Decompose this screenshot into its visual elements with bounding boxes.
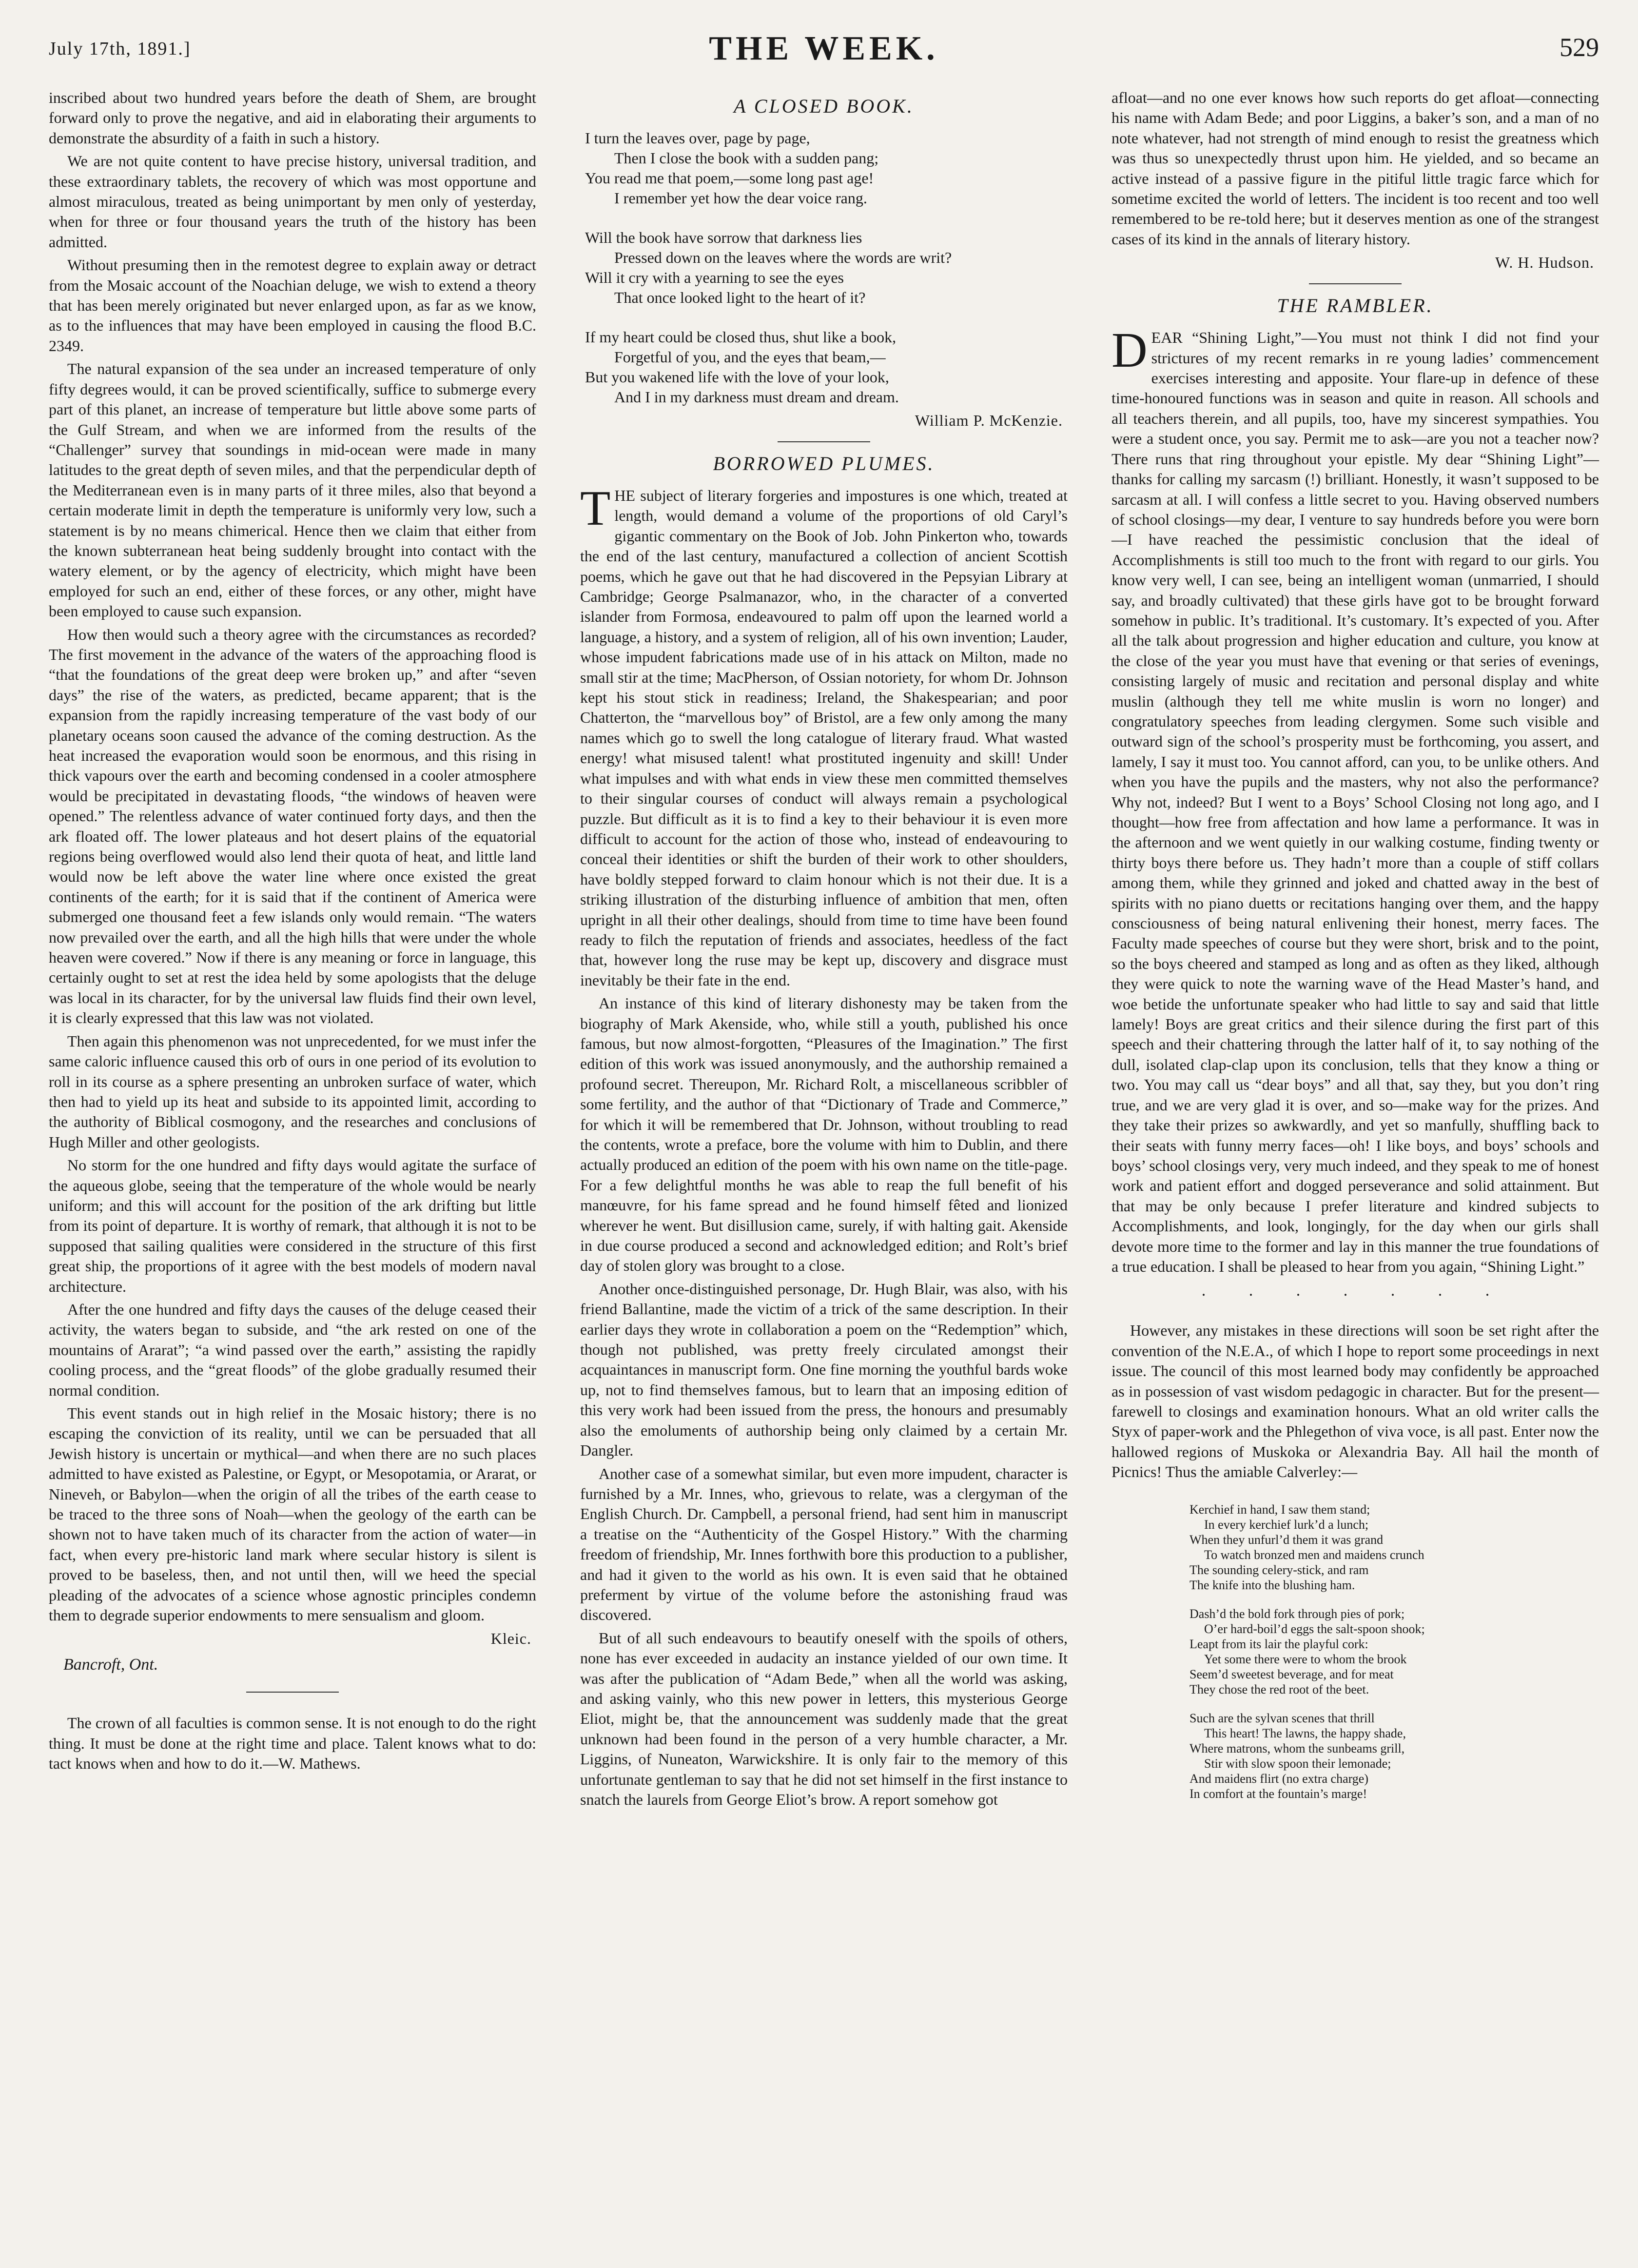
- article-paragraph: Another once-distinguished personage, Dr. Hugh Blair, was also, with his friend Ballantine, made the victim of a trick of the same description. In their earlier days they wrote in collaboration a poem on the “Redemption” which, though not published, was pretty freely circulated amongst their acquaintances in manuscript form. One fine morning the youthful bards woke up, not to find themselves famous, but to learn that an imposing edition of this very work had been issued from the press, the honours and presumably also the emoluments of authorship being only claimed by a certain Mr. Dangler.: [580, 1280, 1068, 1459]
- article-paragraph: afloat—and no one ever knows how such reports do get afloat—connecting his name with Adam Bede; and poor Liggins, a baker’s son, and a man of no note whatever, had not strength of mind enough to resist the greatness which was thus so unexpectedly thrust upon him. He yielded, and so became an active instead of a passive figure in the pitiful little tragic farce which for sometime excited the world of letters. The incident is too recent and too well remembered to be re-told here; but it deserves mention as one of the strangest cases of its kind in the annals of literary history.: [1112, 89, 1599, 248]
- section-divider: [778, 441, 870, 442]
- poem-line: I turn the leaves over, page by page,: [585, 129, 810, 147]
- drop-cap: D: [1112, 323, 1148, 378]
- poem-line: And maidens flirt (no extra charge): [1190, 1771, 1368, 1786]
- author-signature: W. H. Hudson.: [1495, 254, 1594, 272]
- article-title: BORROWED PLUMES.: [713, 453, 935, 474]
- article-paragraph: Without presuming then in the remotest degree to explain away or detract from the Mosaic account of the Noachian deluge, we wish to extend a theory that has been merely originated but never enlarged upon, as far as we know, as to the influences that may have been employed in causing the flood B.C. 2349.: [49, 256, 536, 355]
- poem-title: A CLOSED BOOK.: [734, 95, 914, 117]
- poem-line: Seem’d sweetest beverage, and for meat: [1190, 1667, 1394, 1681]
- newspaper-page: [49, 29, 1599, 2253]
- poem-line: Such are the sylvan scenes that thrill: [1190, 1711, 1375, 1725]
- poem-line: Leapt from its lair the playful cork:: [1190, 1637, 1368, 1651]
- poem-calverley: [1190, 1502, 1599, 1801]
- author-signature: Kleic.: [490, 1630, 531, 1648]
- poem-line: O’er hard-boil’d eggs the salt-spoon shook;: [1204, 1621, 1425, 1636]
- section-divider: [246, 1692, 339, 1693]
- article-paragraph: An instance of this kind of literary dishonesty may be taken from the biography of Mark Akenside, who, while still a youth, published his once famous, but now almost-forgotten, “Pleasures of the Imagination.” The first edition of this work was issued anonymously, and the authorship remained a profound secret. Thereupon, Mr. Richard Rolt, a miscellaneous scribbler of some fertility, and the author of that “Dictionary of Trade and Commerce,” for which it will be remembered that Dr. Johnson, without troubling to read the contents, wrote a preface, bore the volume with him to Dublin, and there actually produced an edition of the poem with his own name on the title-page. For a few delightful months he was able to reap the full benefit of his manœuvre, for his fame spread and he found himself fêted and lionized wherever he went. But disillusion came, surely, if with halting gait. Akenside in due course produced a second and acknowledged edition; and Rolt’s brief day of stolen glory was brought to a close.: [580, 994, 1068, 1275]
- poem-line: Stir with slow spoon their lemonade;: [1204, 1756, 1391, 1771]
- article-paragraph: [580, 481, 1068, 990]
- poem-stanza: [1190, 1606, 1599, 1697]
- poem-line: The knife into the blushing ham.: [1190, 1578, 1355, 1592]
- closing-quote: The crown of all faculties is common sense. It is not enough to do the right thing. It must be done at the right time and place. Talent knows what to do: tact knows when and how to do it.—W. Mathews.: [49, 1714, 536, 1773]
- column-middle: [580, 88, 1068, 1813]
- article-paragraph: Then again this phenomenon was not unprecedented, for we must infer the same caloric influence caused this orb of ours in one period of its evolution to roll in its course as a sphere presenting an unbroken surface of water, which then had to yield up its heat and subside to its appointed limit, according to the authority of Biblical cosmogony, and the researches and conclusions of Hugh Miller and other geologists.: [49, 1032, 536, 1151]
- article-paragraph: The natural expansion of the sea under an increased temperature of only fifty degrees would, it can be proved scientifically, suffice to submerge every part of this planet, an increase of temperature but little above some parts of the Gulf Stream, and when we are informed from the results of the “Challenger” survey that soundings in mid-ocean were made in many latitudes to the great depth of seven miles, and that the perpendicular depth of the Mediterranean even is in many parts of it three miles, also that beyond a certain moderate limit in depth the temperature is uniformly very low, such a statement is by no means chimerical. Hence then we claim that either from the known subterranean heat being suddenly brought into contact with the watery element, or by the agency of electricity, which might have been employed for such an end, either of these forces, or any other, might have been employed to cause such expansion.: [49, 360, 536, 620]
- poem-line: Will it cry with a yearning to see the eyes: [585, 269, 844, 286]
- article-paragraph: After the one hundred and fifty days the causes of the deluge ceased their activity, the waters began to subside, and “the ark rested on one of the mountains of Ararat”; “a wind passed over the earth,” assisting the rapidly cooling process, and the “great floods” of the globe gradually resumed their normal condition.: [49, 1300, 536, 1399]
- column-title: THE RAMBLER.: [1277, 295, 1434, 317]
- article-paragraph: Another case of a somewhat similar, but even more impudent, character is furnished by a Mr. Innes, who, grievous to relate, was a clergyman of the English Church. Dr. Campbell, a personal friend, had sent him in manuscript a treatise on the “Authenticity of the Gospel History.” With the charming freedom of friendship, Mr. Innes forthwith bore this production to a publisher, and had it given to the world as his own. It is even said that he obtained preferment by virtue of the volume before the astonishing fraud was discovered.: [580, 1464, 1068, 1624]
- masthead: THE WEEK.: [709, 30, 939, 67]
- column-right: [1112, 88, 1599, 1815]
- poem-line: If my heart could be closed thus, shut like a book,: [585, 328, 897, 346]
- article-paragraph: How then would such a theory agree with the circumstances as recorded? The first movement in the advance of the waters of the approaching flood is “that the foundations of the great deep were broken up,” and after “seven days” the rise of the waters, as predicted, became apparent; that is the expansion from the rapidly increasing temperature of the vast body of our planetary oceans soon caused the advance of the coming destruction. As the heat increased the evaporation would soon be enormous, and this rising in thick vapours over the earth and becoming condensed in a cooler atmosphere would be precipitated in devastating floods, “the windows of heaven were opened.” The relentless advance of water continued forty days, and then the ark floated off. The lower plateaus and hot desert plains of the equatorial regions being overflowed would also lend their quota of heat, and little land would now be left above the water line where once existed the great continents of the earth; for it is said that if the continent of America were submerged one thousand feet a few islands only would remain. “The waters now prevailed over the earth, and all the high hills that were under the whole heaven were covered.” Now if there is any meaning or force in language, this certainly ought to set at rest the idea held by some apologists that the deluge was local in its character, for by the universal law fluids find their own level, it is clearly expressed that this law was not violated.: [49, 625, 536, 1027]
- drop-cap: T: [580, 481, 611, 536]
- article-paragraph: No storm for the one hundred and fifty days would agitate the surface of the aqueous globe, seeing that the temperature of the whole would be nearly uniform; and this will account for the position of the ark drifting but little from its point of departure. It is worthy of remark, that although it is not to be supposed that sailing qualities were considered in the structure of this first great ship, the proportions of it agree with the best models of modern naval architecture.: [49, 1156, 536, 1295]
- section-divider: [1309, 283, 1402, 284]
- poem-stanza: [1190, 1502, 1599, 1593]
- article-paragraph: This event stands out in high relief in the Mosaic history; there is no escaping the conviction of its reality, until we can be persuaded that all Jewish history is uncertain or mythical—and when there are no such places admitted to have existed as Palestine, or Egypt, or Mesopotamia, or Ararat, or Nineveh, or Babylon—when the origin of all the tribes of the earth cease to be traced to the three sons of Noah—when the geology of the earth can be shown not to have taken much of its character from the action of water—in fact, when every pre-historic land mark where secular history is silent is proved to be baseless, then, and not until then, will we heed the special pleading of the advocates of a science whose agnostic principles condemn them to degrade superior endowments to mere sensualism and gloom.: [49, 1404, 536, 1624]
- poem-stanza: [585, 228, 1068, 308]
- issue-date: July 17th, 1891.]: [49, 39, 191, 59]
- section-break-dots: . . . . . . .: [1201, 1282, 1509, 1300]
- poem-line: Yet some there were to whom the brook: [1204, 1652, 1407, 1666]
- poem-line: You read me that poem,—some long past age!: [585, 169, 874, 187]
- poem-stanza: [1190, 1711, 1599, 1801]
- poem-signature: William P. McKenzie.: [915, 412, 1063, 429]
- poem-line: That once looked light to the heart of it?: [614, 289, 866, 306]
- poem-line: Dash’d the bold fork through pies of pork;: [1190, 1606, 1405, 1621]
- article-paragraph: But of all such endeavours to beautify oneself with the spoils of others, none has ever exceeded in audacity an instance yielded of our own time. It was after the publication of “Adam Bede,” when all the world was asking, and asking vainly, who this new power in letters, this mysterious George Eliot, might be, that the announcement was suddenly made that the great unknown had been found in the person of a very humble character, a Mr. Liggins, of Nuneaton, Warwickshire. It is only fair to the memory of this unfortunate gentleman to say that he did not set himself in the first instance to snatch the laurels from George Eliot’s brow. A report somehow got: [580, 1629, 1068, 1808]
- article-text: EAR “Shining Light,”—You must not think I did not find your strictures of my recent remarks in re young ladies’ commencement exercises interesting and apposite. Your flare-up in defence of these time-honoured functions was in season and quite in reason. All schools and all teachers therein, and all pupils, too, have my sincerest sympathies. You were a student once, you say. Permit me to ask—are you not a teacher now? There runs that ring throughout your epistle. My dear “Shining Light”—thanks for calling my sarcasm (!) brilliant. Honestly, it wasn’t supposed to be sarcasm at all. I will confess a little secret to you. Having observed numbers of school closings—my dear, I venture to say hundreds before you were born—I have reached the pessimistic conclusion that the ideal of Accomplishments is still too much to the front with regard to our girls. You know very well, I can see, being an intelligent woman (unmarried, I should say, and broadly cultivated) that these girls have got to be brought forward somehow in public. It’s traditional. It’s customary. It’s expected of you. After all the talk about progression and higher education and culture, you know at the close of the year you must have that evening or that series of evenings, consisting largely of music and recitation and personal display and white muslin (although they tell me white muslin is worn no longer) and congratulatory speeches from leading clergymen. Some such visible and outward sign of the school’s prosperity must be forthcoming, you assert, and lamely, I say it must too. You cannot afford, can you, to be unlike others. And when you have the pupils and the masters, why not also the performance? Why not, indeed? But I went to a Boys’ School Closing not long ago, and I thought—how free from affectation and how lame a performance. It was in the afternoon and we went quietly in our walking costume, finding twenty or thirty boys there before us. They hadn’t more than a couple of stiff collars among them, while they grinned and joked and chatted away in the best of spirits with no piano duetts or recitations hanging over them, and the happy consciousness of being natural enlivening their honest, merry faces. The Faculty made speeches of course but they were short, brisk and to the point, so the boys cheered and stamped as long and as often as they liked, although they were quick to note the warning wave of the Head Master’s hand, and woe betide the unfortunate speaker who had little to say and said that little lamely! Boys are great critics and their silence during the first part of this speech and their chattering through the latter half of it, to say nothing of the dull, isolated clap-clap upon its conclusion, tells that they know a thing or two. You may call us “dear boys” and all that, say they, but you don’t ring true, and we are very glad it is over, and so—make way for the prizes. And they take their prizes so awkwardly, and yet so manfully, shuffling back to their seats with funny merry faces—oh! I like boys, and boys’ schools and boys’ school closings very, very much indeed, and they speak to me of honest work and patient effort and dogged perseverance and solid attainment. But that may be only because I prefer literature and kindred subjects to Accomplishments, and look, longingly, for the day when our girls shall devote more time to the former and lay in this manner the true foundations of a true education. I shall be pleased to hear from you again, “Shining Light.”: [1112, 329, 1599, 1275]
- poem-stanza: [585, 128, 1068, 208]
- poem-line: They chose the red root of the beet.: [1190, 1682, 1369, 1696]
- poem-line: When they unfurl’d them it was grand: [1190, 1532, 1384, 1547]
- poem-line: And I in my darkness must dream and dream.: [614, 388, 899, 406]
- poem-line: Kerchief in hand, I saw them stand;: [1190, 1502, 1370, 1517]
- poem-stanza: [585, 327, 1068, 407]
- article-paragraph: inscribed about two hundred years before the death of Shem, are brought forward only to prove the negative, and aid in elaborating their arguments to demonstrate the absurdity of a faith in such a history.: [49, 89, 536, 147]
- article-paragraph: [1112, 323, 1599, 1277]
- poem-line: Pressed down on the leaves where the words are writ?: [614, 249, 952, 266]
- poem-line: Forgetful of you, and the eyes that beam,—: [614, 348, 886, 366]
- poem-line: I remember yet how the dear voice rang.: [614, 189, 867, 207]
- dateline-place: Bancroft, Ont.: [63, 1656, 158, 1674]
- article-paragraph: However, any mistakes in these directions will soon be set right after the convention of the N.E.A., of which I hope to report some proceedings in next issue. The council of this most learned body may confidently be approached as in possession of vast wisdom pedagogic in character. But for the present—farewell to closings and examination honours. What an old writer calls the Styx of paper-work and the Phlegethon of viva voce, is all past. Enter now the hallowed regions of Muskoka or Alexandria Bay. All hail the month of Picnics! Thus the amiable Calverley:—: [1112, 1321, 1599, 1481]
- poem-closed-book: [585, 128, 1068, 407]
- poem-line: The sounding celery-stick, and ram: [1190, 1562, 1369, 1577]
- poem-line: In comfort at the fountain’s marge!: [1190, 1786, 1367, 1801]
- page-number: 529: [1560, 33, 1599, 62]
- poem-line: Then I close the book with a sudden pang;: [614, 149, 879, 167]
- poem-line: Where matrons, whom the sunbeams grill,: [1190, 1741, 1405, 1755]
- article-paragraph: We are not quite content to have precise history, universal tradition, and these extraordinary tablets, the recovery of which was most opportune and almost miraculous, treated as being unimportant by men only of yesterday, when for three or four thousand years the truth of the history has been admitted.: [49, 152, 536, 251]
- poem-line: To watch bronzed men and maidens crunch: [1204, 1547, 1424, 1562]
- poem-line: This heart! The lawns, the happy shade,: [1204, 1726, 1406, 1740]
- column-left: [49, 88, 536, 1777]
- poem-line: Will the book have sorrow that darkness lies: [585, 229, 862, 246]
- poem-line: In every kerchief lurk’d a lunch;: [1204, 1517, 1369, 1532]
- poem-line: But you wakened life with the love of your look,: [585, 368, 889, 386]
- article-text: HE subject of literary forgeries and impostures is one which, treated at length, would demand a volume of the proportions of old Caryl’s gigantic commentary on the Book of Job. John Pinkerton who, towards the end of the last century, manufactured a collection of ancient Scottish poems, which he gave out that he had discovered in the Pepsyian Library at Cambridge; George Psalmanazor, who, in the character of a converted islander from Formosa, endeavoured to palm off upon the learned world a language, a history, and a system of religion, all of his own invention; Lauder, whose impudent fabrications made use of in his attack on Milton, made no small stir at the time; MacPherson, of Ossian notoriety, for whom Dr. Johnson kept his stout stick in readiness; Ireland, the Shakespearian; and poor Chatterton, the “marvellous boy” of Bristol, are a few only among the many names which go to swell the long catalogue of literary fraud. What wasted energy! what misused talent! what prostituted ingenuity and skill! Under what impulses and with what ends in view these men committed themselves to their singular courses of conduct will always remain a psychological puzzle. But difficult as it is to find a key to their behaviour it is even more difficult to account for the action of those who, instead of endeavouring to conceal their identities or shift the burden of their work to other shoulders, have boldly stepped forward to claim honour which is not their due. It is a striking illustration of the disturbing influence of ambition that men, often upright in all their other dealings, should from time to time have been found ready to filch the reputation of friends and associates, heedless of the fact that, however long the ruse may be kept up, discovery and disgrace must inevitably be their fate in the end.: [580, 487, 1068, 989]
- page-header: [49, 29, 1599, 85]
